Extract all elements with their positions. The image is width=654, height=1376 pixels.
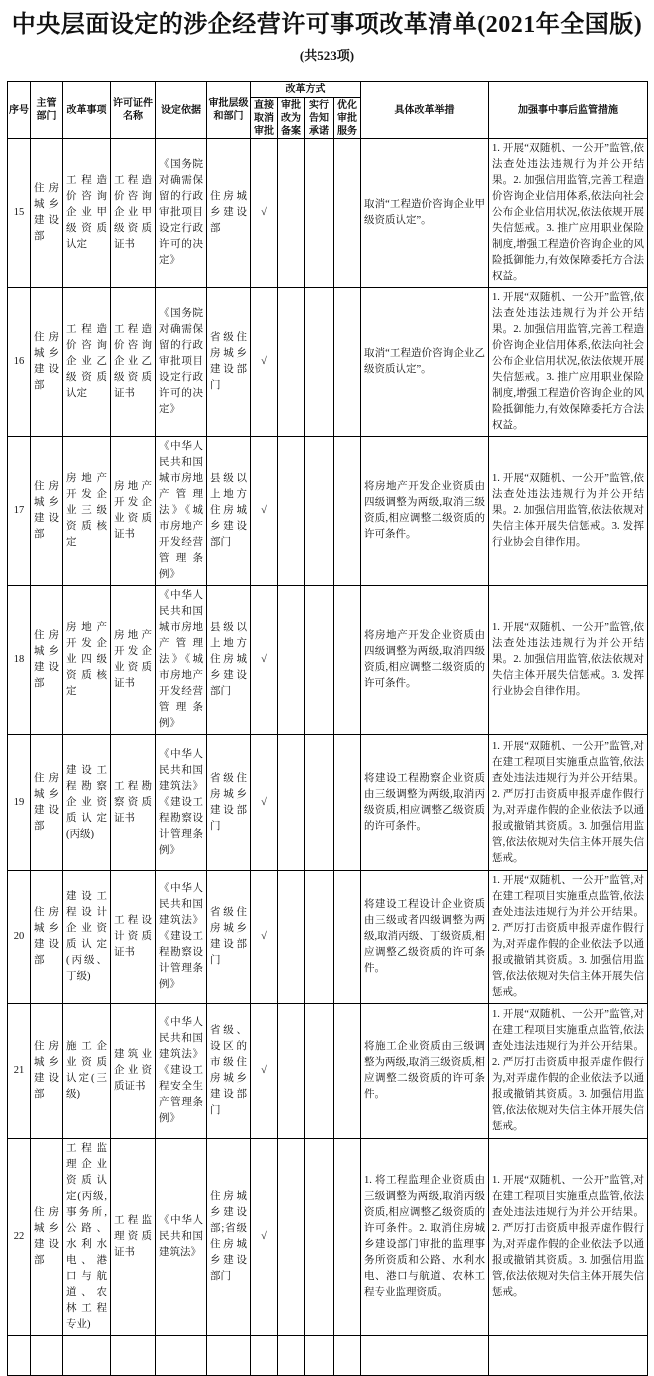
cell-license: 房地产开发企业资质证书 [111, 437, 156, 586]
cell-measures: 将建设工程勘察企业资质由三级调整为两级,取消丙级资质,相应调整乙级资质的许可条件。 [361, 735, 489, 871]
cell-license: 房地产开发企业资质证书 [111, 586, 156, 735]
cell-license: 工程造价咨询企业乙级资质证书 [111, 288, 156, 437]
cell-dept: 住房城乡建设部 [31, 1139, 63, 1336]
cell-seq: 22 [8, 1139, 31, 1336]
cell-dept: 住房城乡建设部 [31, 586, 63, 735]
cell-dept: 住房城乡建设部 [31, 735, 63, 871]
cell-level: 省级住房城乡建设部门 [207, 871, 251, 1004]
cell-supervision: 1. 开展“双随机、一公开”监管,对在建工程项目实施重点监管,依法查处违法违规行为并公开结果。2. 严厉打击资质申报弄虚作假行为,对弄虚作假的企业依法予以通报或撤销其资质。3. 加强信用监管,依法依规对失信主体开展失信惩戒。 [489, 735, 648, 871]
cell-level: 住房城乡建设部 [207, 139, 251, 288]
cell-seq: 20 [8, 871, 31, 1004]
cell-supervision: 1. 开展“双随机、一公开”监管,依法查处违法违规行为并公开结果。2. 加强信用监管,依法依规对失信主体开展失信惩戒。3. 发挥行业协会自律作用。 [489, 437, 648, 586]
header-item: 改革事项 [63, 82, 111, 139]
cell-check-optimize [334, 871, 361, 1004]
cell-measures: 取消“工程造价咨询企业甲级资质认定”。 [361, 139, 489, 288]
cell-check-commitment [305, 735, 334, 871]
cell-supervision: 1. 开展“双随机、一公开”监管,依法查处违法违规行为并公开结果。2. 加强信用监管,依法依规对失信主体开展失信惩戒。3. 发挥行业协会自律作用。 [489, 586, 648, 735]
cell-check-to-record [278, 288, 305, 437]
cell-item: 工程造价咨询企业甲级资质认定 [63, 139, 111, 288]
cell-check-commitment [305, 139, 334, 288]
cell-level: 住房城乡建设部;省级住房城乡建设部门 [207, 1139, 251, 1336]
cell-seq: 17 [8, 437, 31, 586]
cell-check-optimize [334, 288, 361, 437]
header-basis: 设定依据 [156, 82, 207, 139]
cell-license: 工程监理资质证书 [111, 1139, 156, 1336]
cell-check-optimize [334, 1336, 361, 1376]
table-row [8, 437, 648, 586]
header-supervision: 加强事中事后监管措施 [489, 82, 648, 139]
table-header [8, 82, 648, 139]
cell-dept [31, 1336, 63, 1376]
cell-license: 工程设计资质证书 [111, 871, 156, 1004]
table-row [8, 586, 648, 735]
cell-item [63, 1336, 111, 1376]
table-row [8, 735, 648, 871]
table-body [8, 139, 648, 1376]
cell-level: 县级以上地方住房城乡建设部门 [207, 437, 251, 586]
cell-check-optimize [334, 437, 361, 586]
cell-check-commitment [305, 1004, 334, 1139]
cell-license: 工程造价咨询企业甲级资质证书 [111, 139, 156, 288]
cell-license [111, 1336, 156, 1376]
cell-dept: 住房城乡建设部 [31, 139, 63, 288]
cell-basis: 《中华人民共和国城市房地产管理法》《城市房地产开发经营管理条例》 [156, 437, 207, 586]
header-method-cancel: 直接取消审批 [251, 98, 278, 139]
cell-measures: 将房地产开发企业资质由四级调整为两级,取消三级资质,相应调整二级资质的许可条件。 [361, 437, 489, 586]
cell-check-direct-cancel: √ [251, 586, 278, 735]
cell-level: 省级、设区的市级住房城乡建设部门 [207, 1004, 251, 1139]
header-method-optimize: 优化审批服务 [334, 98, 361, 139]
page-title: 中央层面设定的涉企经营许可事项改革清单(2021年全国版) [11, 12, 643, 38]
header-level: 审批层级和部门 [207, 82, 251, 139]
cell-check-to-record [278, 586, 305, 735]
cell-supervision: 1. 开展“双随机、一公开”监管,对在建工程项目实施重点监管,依法查处违法违规行为并公开结果。2. 严厉打击资质申报弄虚作假行为,对弄虚作假的企业依法予以通报或撤销其资质。3. 加强信用监管,依法依规对失信主体开展失信惩戒。 [489, 1139, 648, 1336]
cell-check-optimize [334, 735, 361, 871]
cell-measures: 将施工企业资质由三级调整为两级,取消三级资质,相应调整二级资质的许可条件。 [361, 1004, 489, 1139]
cell-seq: 19 [8, 735, 31, 871]
cell-supervision: 1. 开展“双随机、一公开”监管,依法查处违法违规行为并公开结果。2. 加强信用监管,完善工程造价咨询企业信用体系,依法向社会公布企业信用状况,依法依规开展失信惩戒。3. 推广应用职业保险制度,增强工程造价咨询企业的风险抵御能力,有效保障委托方合法权益。 [489, 288, 648, 437]
cell-basis: 《中华人民共和国建筑法》《建设工程安全生产管理条例》 [156, 1004, 207, 1139]
cell-check-to-record [278, 871, 305, 1004]
table-row [8, 1139, 648, 1336]
cell-license: 工程勘察资质证书 [111, 735, 156, 871]
cell-measures: 取消“工程造价咨询企业乙级资质认定”。 [361, 288, 489, 437]
header-seq: 序号 [8, 82, 31, 139]
cell-basis: 《中华人民共和国城市房地产管理法》《城市房地产开发经营管理条例》 [156, 586, 207, 735]
header-measures: 具体改革举措 [361, 82, 489, 139]
cell-seq: 15 [8, 139, 31, 288]
cell-measures: 将建设工程设计企业资质由三级或者四级调整为两级,取消丙级、丁级资质,相应调整乙级资质的许可条件。 [361, 871, 489, 1004]
table-row-partial [8, 1336, 648, 1376]
cell-license: 建筑业企业资质证书 [111, 1004, 156, 1139]
header-dept: 主管部门 [31, 82, 63, 139]
cell-basis: 《国务院对确需保留的行政审批项目设定行政许可的决定》 [156, 288, 207, 437]
cell-measures [361, 1336, 489, 1376]
cell-item: 工程造价咨询企业乙级资质认定 [63, 288, 111, 437]
reform-items-table [7, 81, 648, 1376]
cell-check-to-record [278, 1336, 305, 1376]
cell-seq [8, 1336, 31, 1376]
cell-dept: 住房城乡建设部 [31, 288, 63, 437]
cell-check-commitment [305, 1336, 334, 1376]
cell-check-optimize [334, 1139, 361, 1336]
cell-basis: 《国务院对确需保留的行政审批项目设定行政许可的决定》 [156, 139, 207, 288]
cell-check-direct-cancel: √ [251, 1139, 278, 1336]
cell-check-to-record [278, 1139, 305, 1336]
cell-check-optimize [334, 1004, 361, 1139]
cell-item: 施工企业资质认定(三级) [63, 1004, 111, 1139]
cell-basis: 《中华人民共和国建筑法》《建设工程勘察设计管理条例》 [156, 871, 207, 1004]
cell-supervision [489, 1336, 648, 1376]
cell-item: 建设工程勘察企业资质认定(丙级) [63, 735, 111, 871]
cell-check-commitment [305, 1139, 334, 1336]
table-row [8, 1004, 648, 1139]
cell-seq: 16 [8, 288, 31, 437]
cell-seq: 21 [8, 1004, 31, 1139]
cell-supervision: 1. 开展“双随机、一公开”监管,依法查处违法违规行为并公开结果。2. 加强信用监管,完善工程造价咨询企业信用体系,依法向社会公布企业信用状况,依法依规开展失信惩戒。3. 推广应用职业保险制度,增强工程造价咨询企业的风险抵御能力,有效保障委托方合法权益。 [489, 139, 648, 288]
cell-seq: 18 [8, 586, 31, 735]
header-method-group: 改革方式 [251, 82, 361, 98]
cell-level: 省级住房城乡建设部门 [207, 735, 251, 871]
cell-item: 建设工程设计企业资质认定(丙级、丁级) [63, 871, 111, 1004]
page-subtitle: (共523项) [299, 48, 355, 63]
cell-check-direct-cancel: √ [251, 288, 278, 437]
table-row [8, 288, 648, 437]
cell-basis [156, 1336, 207, 1376]
cell-level: 县级以上地方住房城乡建设部门 [207, 586, 251, 735]
cell-measures: 1. 将工程监理企业资质由三级调整为两级,取消丙级资质,相应调整乙级资质的许可条件。2. 取消住房城乡建设部门审批的监理事务所资质和公路、水利水电、港口与航道、农林工程专业监理资质。 [361, 1139, 489, 1336]
cell-supervision: 1. 开展“双随机、一公开”监管,对在建工程项目实施重点监管,依法查处违法违规行为并公开结果。2. 严厉打击资质申报弄虚作假行为,对弄虚作假的企业依法予以通报或撤销其资质。3. 加强信用监管,依法依规对失信主体开展失信惩戒。 [489, 1004, 648, 1139]
cell-check-commitment [305, 437, 334, 586]
header-method-record: 审批改为备案 [278, 98, 305, 139]
cell-dept: 住房城乡建设部 [31, 437, 63, 586]
header-row-main [8, 82, 648, 98]
cell-check-commitment [305, 586, 334, 735]
cell-check-direct-cancel: √ [251, 871, 278, 1004]
cell-check-to-record [278, 139, 305, 288]
header-method-commitment: 实行告知承诺 [305, 98, 334, 139]
cell-supervision: 1. 开展“双随机、一公开”监管,对在建工程项目实施重点监管,依法查处违法违规行为并公开结果。2. 严厉打击资质申报弄虚作假行为,对弄虚作假的企业依法予以通报或撤销其资质。3. 加强信用监管,依法依规对失信主体开展失信惩戒。 [489, 871, 648, 1004]
cell-item: 房地产开发企业三级资质核定 [63, 437, 111, 586]
table-row [8, 139, 648, 288]
cell-level [207, 1336, 251, 1376]
cell-level: 省级住房城乡建设部门 [207, 288, 251, 437]
cell-check-commitment [305, 288, 334, 437]
table-row [8, 871, 648, 1004]
cell-check-direct-cancel: √ [251, 139, 278, 288]
cell-check-direct-cancel: √ [251, 735, 278, 871]
cell-check-direct-cancel: √ [251, 1004, 278, 1139]
cell-measures: 将房地产开发企业资质由四级调整为两级,取消四级资质,相应调整二级资质的许可条件。 [361, 586, 489, 735]
cell-dept: 住房城乡建设部 [31, 871, 63, 1004]
cell-check-direct-cancel: √ [251, 437, 278, 586]
cell-check-optimize [334, 139, 361, 288]
cell-check-to-record [278, 1004, 305, 1139]
cell-basis: 《中华人民共和国建筑法》 [156, 1139, 207, 1336]
cell-item: 房地产开发企业四级资质核定 [63, 586, 111, 735]
cell-check-to-record [278, 437, 305, 586]
cell-check-optimize [334, 586, 361, 735]
header-license: 许可证件名称 [111, 82, 156, 139]
cell-dept: 住房城乡建设部 [31, 1004, 63, 1139]
cell-check-commitment [305, 871, 334, 1004]
cell-check-to-record [278, 735, 305, 871]
cell-item: 工程监理企业资质认定(丙级,事务所,公路、水利水电、港口与航道、农林工程专业) [63, 1139, 111, 1336]
cell-basis: 《中华人民共和国建筑法》《建设工程勘察设计管理条例》 [156, 735, 207, 871]
cell-check-direct-cancel [251, 1336, 278, 1376]
